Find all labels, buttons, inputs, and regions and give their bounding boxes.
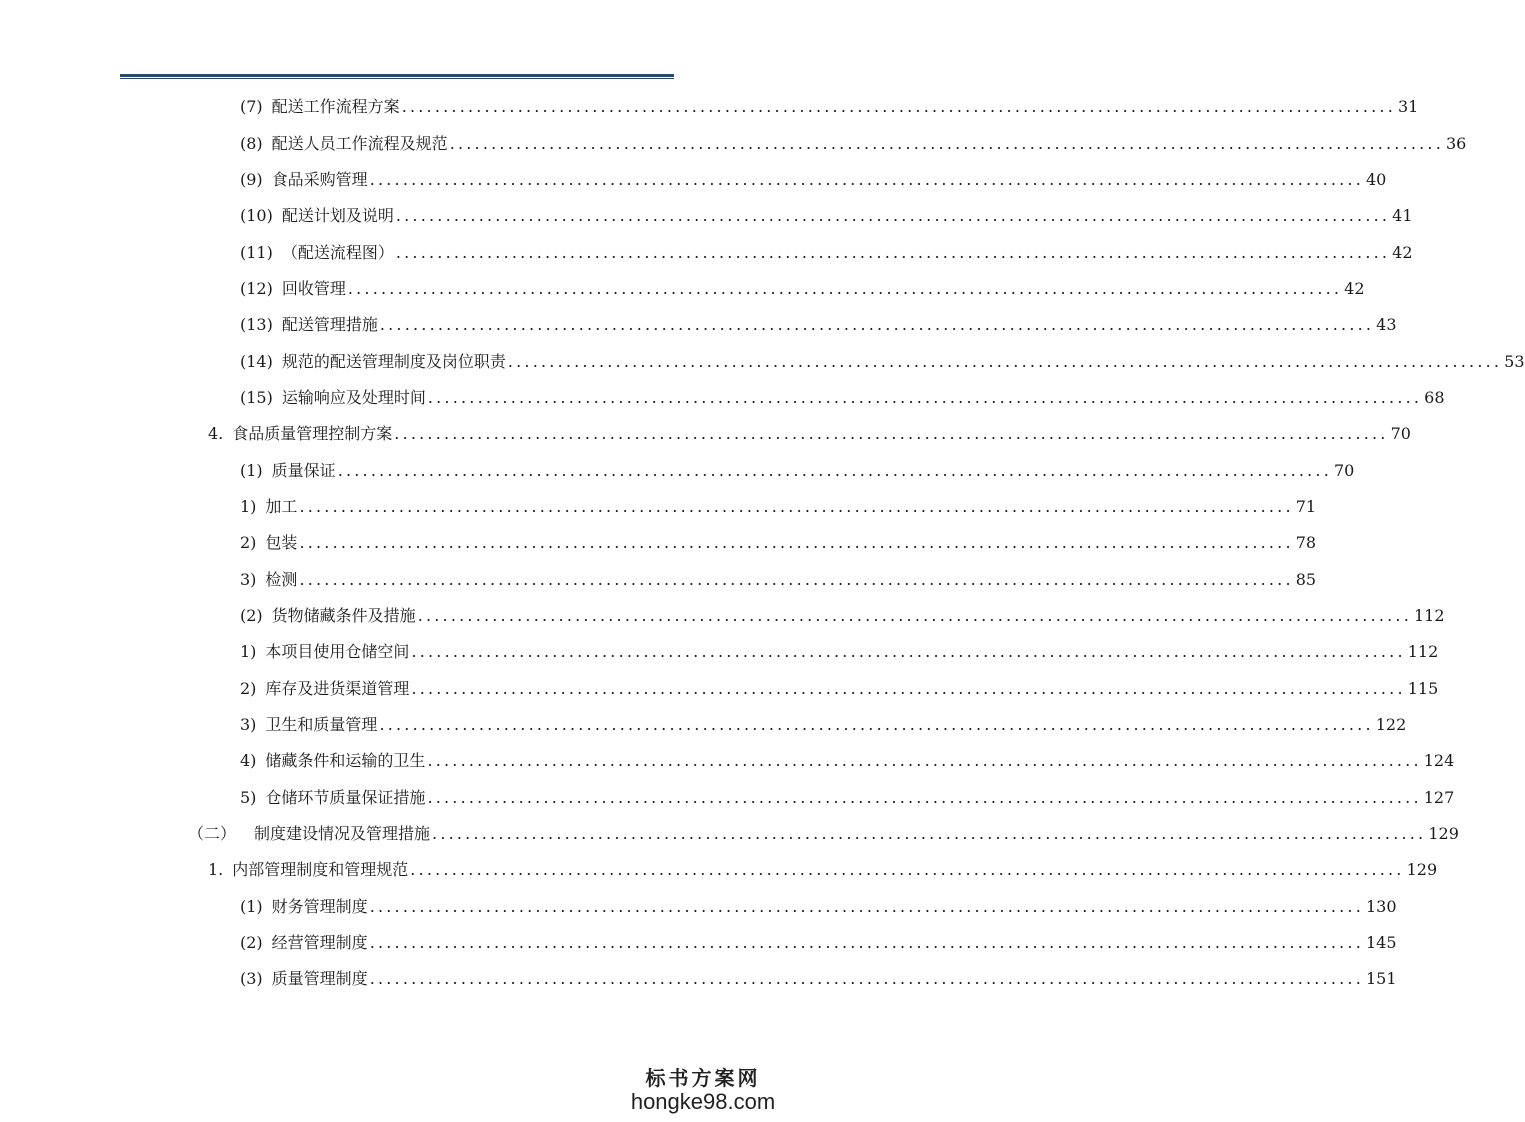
toc-entry-title: 检测	[265, 569, 298, 589]
toc-entry-page: 129	[1406, 860, 1438, 880]
toc-entry-number: 4)	[240, 751, 257, 771]
toc-entry-number: 1)	[240, 642, 257, 662]
toc-entry[interactable]	[240, 671, 1439, 707]
watermark-url-text: hongke98.com	[630, 1089, 776, 1114]
toc-entry-page: 124	[1423, 751, 1455, 771]
toc-entry-page: 151	[1366, 969, 1397, 989]
toc-entry-page: 112	[1414, 605, 1445, 625]
toc-entry-number: (12)	[240, 278, 273, 298]
toc-dot-leader: ........................................................................................................................	[337, 460, 1332, 480]
toc-dot-leader: ........................................................................................................................	[401, 97, 1396, 117]
toc-entry-title: 加工	[265, 496, 298, 516]
toc-dot-leader: ........................................................................................................................	[369, 933, 1364, 953]
toc-entry-page: 42	[1344, 278, 1365, 298]
toc-entry-title: 规范的配送管理制度及岗位职责	[281, 351, 506, 371]
toc-entry[interactable]	[240, 925, 1397, 961]
toc-entry[interactable]	[240, 961, 1397, 997]
toc-dot-leader: ........................................................................................................................	[347, 278, 1343, 298]
toc-entry-page: 129	[1428, 824, 1459, 844]
toc-entry-number: 1)	[240, 496, 257, 516]
toc-dot-leader: ........................................................................................................................	[369, 969, 1364, 989]
toc-dot-leader: ........................................................................................................................	[410, 860, 1405, 880]
toc-entry-page: 127	[1423, 787, 1455, 807]
toc-entry-title: 运输响应及处理时间	[281, 387, 426, 407]
toc-dot-leader: ........................................................................................................................	[427, 387, 1423, 407]
toc-dot-leader: ........................................................................................................................	[369, 896, 1364, 916]
toc-entry[interactable]	[240, 125, 1467, 161]
toc-entry-title: 财务管理制度	[271, 896, 368, 916]
toc-entry-title: 库存及进货渠道管理	[265, 678, 410, 698]
toc-dot-leader: ........................................................................................................................	[395, 242, 1391, 262]
toc-entry-number: (15)	[240, 387, 273, 407]
toc-entry-title: 本项目使用仓储空间	[265, 642, 410, 662]
toc-entry[interactable]	[240, 707, 1407, 743]
toc-entry-number: 3)	[240, 569, 257, 589]
watermark-cn-text: 标书方案网	[645, 1066, 761, 1090]
toc-entry-number: (2)	[240, 933, 263, 953]
toc-entry[interactable]	[240, 489, 1317, 525]
toc-entry[interactable]	[208, 416, 1411, 452]
toc-dot-leader: ........................................................................................................................	[299, 496, 1294, 516]
toc-dot-leader: ........................................................................................................................	[432, 824, 1427, 844]
toc-entry-page: 43	[1376, 315, 1397, 335]
toc-entry-number: 3)	[240, 715, 257, 735]
toc-entry-number: (14)	[240, 351, 273, 371]
toc-dot-leader: ........................................................................................................................	[411, 642, 1406, 662]
toc-entry[interactable]	[240, 634, 1439, 670]
toc-entry-page: 42	[1392, 242, 1413, 262]
toc-entry[interactable]	[240, 598, 1445, 634]
toc-entry-title: 配送计划及说明	[281, 206, 394, 226]
toc-entry[interactable]	[240, 561, 1317, 597]
toc-entry-title: 包装	[265, 533, 298, 553]
toc-entry-number: (10)	[240, 206, 273, 226]
watermark-logo	[628, 1066, 778, 1114]
toc-entry-number: (3)	[240, 969, 263, 989]
toc-entry-page: 70	[1334, 460, 1355, 480]
toc-dot-leader: ........................................................................................................................	[394, 424, 1389, 444]
toc-entry[interactable]	[240, 452, 1355, 488]
toc-entry[interactable]	[240, 307, 1397, 343]
toc-entry-number: (7)	[240, 97, 263, 117]
toc-entry-title: 食品采购管理	[271, 169, 368, 189]
toc-entry-page: 130	[1366, 896, 1397, 916]
toc-entry[interactable]	[240, 234, 1413, 270]
toc-entry-title: 储藏条件和运输的卫生	[265, 751, 426, 771]
toc-entry[interactable]	[208, 852, 1438, 888]
toc-entry-page: 53	[1504, 351, 1525, 371]
toc-entry-page: 112	[1407, 642, 1439, 662]
toc-entry-title: 内部管理制度和管理规范	[232, 860, 409, 880]
toc-dot-leader: ........................................................................................................................	[507, 351, 1503, 371]
toc-entry-number: (8)	[240, 133, 263, 153]
toc-entry-title: （配送流程图）	[281, 242, 394, 262]
toc-entry[interactable]	[240, 198, 1413, 234]
toc-entry-page: 78	[1295, 533, 1317, 553]
toc-entry-page: 85	[1295, 569, 1317, 589]
toc-entry-number: (1)	[240, 896, 263, 916]
toc-dot-leader: ........................................................................................................................	[379, 315, 1375, 335]
toc-entry[interactable]	[240, 343, 1525, 379]
toc-entry-number: (2)	[240, 605, 263, 625]
toc-entry-title: 回收管理	[281, 278, 346, 298]
toc-entry-number: (1)	[240, 460, 263, 480]
toc-entry-number: (13)	[240, 315, 273, 335]
toc-entry-page: 145	[1366, 933, 1397, 953]
toc-dot-leader: ........................................................................................................................	[299, 569, 1294, 589]
toc-entry-number: 5)	[240, 787, 257, 807]
toc-entry[interactable]	[240, 271, 1365, 307]
toc-entry[interactable]	[240, 889, 1397, 925]
toc-entry-title: 质量保证	[271, 460, 336, 480]
toc-entry-page: 68	[1424, 387, 1445, 407]
toc-entry-page: 122	[1375, 715, 1407, 735]
toc-dot-leader: ........................................................................................................................	[299, 533, 1294, 553]
toc-entry-title: 食品质量管理控制方案	[232, 424, 393, 444]
toc-entry-number: 1.	[208, 860, 224, 880]
toc-entry-title: 配送管理措施	[281, 315, 378, 335]
toc-entry-title: 仓储环节质量保证措施	[265, 787, 426, 807]
toc-entry[interactable]	[188, 816, 1459, 852]
toc-entry-number: 4.	[208, 424, 224, 444]
toc-entry-title: 货物储藏条件及措施	[271, 605, 416, 625]
toc-entry-page: 31	[1398, 97, 1419, 117]
toc-dot-leader: ........................................................................................................................	[369, 169, 1364, 189]
toc-dot-leader: ........................................................................................................................	[449, 133, 1444, 153]
toc-entry[interactable]	[240, 743, 1455, 779]
table-of-contents	[0, 89, 1525, 998]
toc-entry-title: 配送人员工作流程及规范	[271, 133, 448, 153]
toc-entry-title: 卫生和质量管理	[265, 715, 378, 735]
toc-entry-title: 配送工作流程方案	[271, 97, 400, 117]
toc-entry-title: 经营管理制度	[271, 933, 368, 953]
toc-entry-page: 71	[1295, 496, 1317, 516]
toc-entry-page: 36	[1446, 133, 1467, 153]
header-rule-thick	[120, 74, 674, 77]
toc-dot-leader: ........................................................................................................................	[411, 678, 1406, 698]
toc-entry-title: 制度建设情况及管理措施	[254, 824, 431, 844]
toc-entry-page: 40	[1366, 169, 1387, 189]
toc-entry-page: 70	[1390, 424, 1411, 444]
header-rule-thin	[120, 78, 674, 79]
toc-dot-leader: ........................................................................................................................	[417, 605, 1412, 625]
toc-dot-leader: ........................................................................................................................	[427, 787, 1422, 807]
toc-entry-number: （二）	[188, 824, 237, 844]
toc-entry[interactable]	[240, 525, 1317, 561]
toc-entry-number: 2)	[240, 533, 257, 553]
toc-entry-title: 质量管理制度	[271, 969, 368, 989]
toc-dot-leader: ........................................................................................................................	[395, 206, 1391, 226]
toc-entry[interactable]	[240, 780, 1455, 816]
toc-dot-leader: ........................................................................................................................	[379, 715, 1374, 735]
toc-dot-leader: ........................................................................................................................	[427, 751, 1422, 771]
toc-entry-number: (9)	[240, 169, 263, 189]
toc-entry[interactable]	[240, 380, 1445, 416]
toc-entry[interactable]	[240, 162, 1387, 198]
toc-entry-number: 2)	[240, 678, 257, 698]
toc-entry-page: 115	[1407, 678, 1439, 698]
toc-entry-number: (11)	[240, 242, 273, 262]
header-rule	[120, 74, 674, 80]
toc-entry-page: 41	[1392, 206, 1413, 226]
toc-entry[interactable]	[240, 89, 1419, 125]
